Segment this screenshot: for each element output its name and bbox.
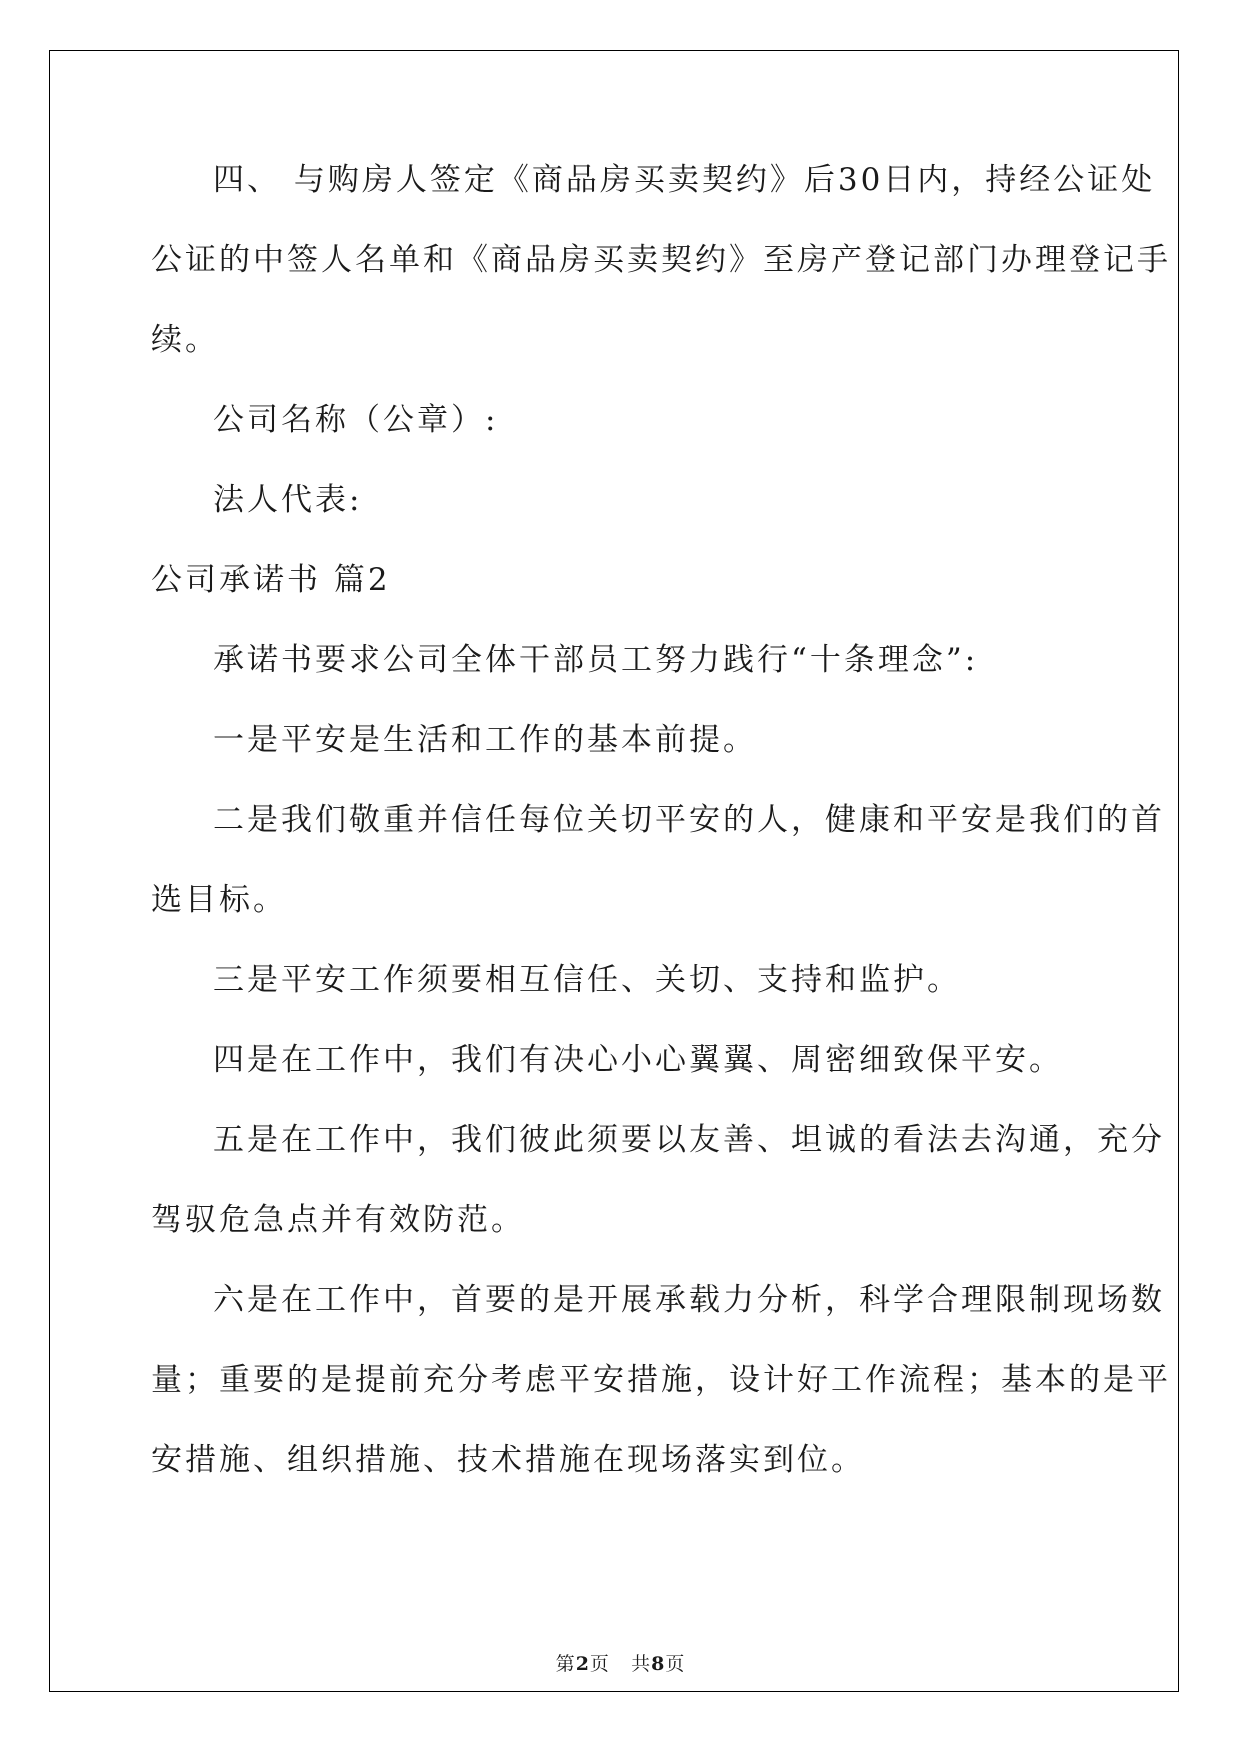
total-pages-number: 8 xyxy=(651,1653,666,1675)
footer-page-suffix: 页 xyxy=(589,1653,610,1675)
footer-total-prefix: 共 xyxy=(631,1653,652,1675)
page-footer xyxy=(0,1652,1241,1676)
footer-total-suffix: 页 xyxy=(665,1653,686,1675)
paragraph-line: 续。 xyxy=(151,322,219,358)
paragraph-line: 选目标。 xyxy=(151,882,287,918)
current-page-number: 2 xyxy=(575,1653,590,1675)
company-name-label: 公司名称（公章）: xyxy=(213,402,499,438)
document-body xyxy=(151,160,1171,1520)
paragraph-line: 驾驭危急点并有效防范。 xyxy=(151,1202,525,1238)
legal-representative-label: 法人代表: xyxy=(213,482,363,518)
paragraph-line: 一是平安是生活和工作的基本前提。 xyxy=(213,722,757,758)
paragraph-line: 四是在工作中，我们有决心小心翼翼、周密细致保平安。 xyxy=(213,1042,1063,1078)
footer-prefix: 第 xyxy=(555,1653,576,1675)
paragraph-line: 六是在工作中，首要的是开展承载力分析，科学合理限制现场数 xyxy=(213,1282,1165,1318)
paragraph-line: 安措施、组织措施、技术措施在现场落实到位。 xyxy=(151,1442,865,1478)
paragraph-line: 承诺书要求公司全体干部员工努力践行“十条理念”: xyxy=(213,642,979,678)
paragraph-line: 量；重要的是提前充分考虑平安措施，设计好工作流程；基本的是平 xyxy=(151,1362,1171,1398)
paragraph-line: 四、 与购房人签定《商品房买卖契约》后30日内，持经公证处 xyxy=(213,162,1156,198)
paragraph-line: 二是我们敬重并信任每位关切平安的人，健康和平安是我们的首 xyxy=(213,802,1165,838)
paragraph-line: 三是平安工作须要相互信任、关切、支持和监护。 xyxy=(213,962,961,998)
paragraph-line: 五是在工作中，我们彼此须要以友善、坦诚的看法去沟通，充分 xyxy=(213,1122,1165,1158)
paragraph-line: 公证的中签人名单和《商品房买卖契约》至房产登记部门办理登记手 xyxy=(151,242,1171,278)
section-heading: 公司承诺书 篇2 xyxy=(151,562,391,598)
